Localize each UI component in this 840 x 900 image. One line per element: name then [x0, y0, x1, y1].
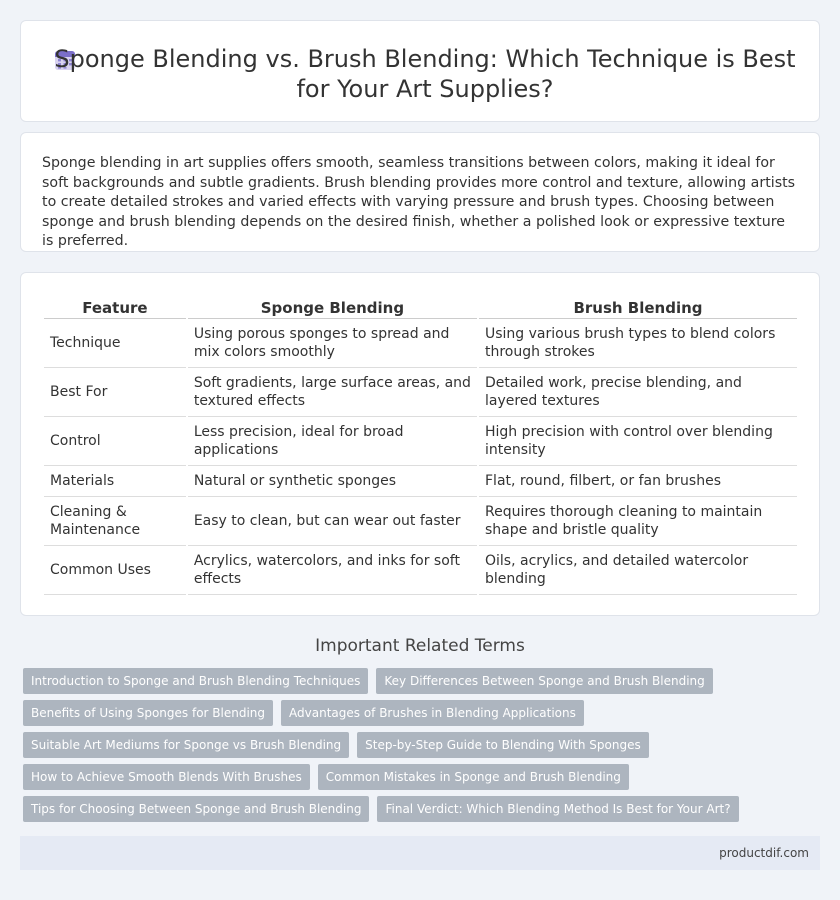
sponge-cell: Soft gradients, large surface areas, and textured effects: [188, 368, 477, 417]
brush-cell: Requires thorough cleaning to maintain shape and bristle quality: [479, 497, 797, 546]
table-header-row: [44, 295, 797, 319]
brush-cell: High precision with control over blending intensity: [479, 417, 797, 466]
footer-site-link[interactable]: productdif.com: [719, 846, 809, 860]
related-term-tag[interactable]: Suitable Art Mediums for Sponge vs Brush Blending: [23, 732, 349, 758]
related-terms-list: [23, 668, 823, 828]
related-term-tag[interactable]: Step-by-Step Guide to Blending With Sponges: [357, 732, 649, 758]
related-term-tag[interactable]: How to Achieve Smooth Blends With Brushes: [23, 764, 310, 790]
comparison-table: [42, 295, 799, 595]
feature-cell: Technique: [44, 319, 186, 368]
comparison-card: [20, 272, 820, 616]
related-term-tag[interactable]: Advantages of Brushes in Blending Applications: [281, 700, 584, 726]
sponge-cell: Easy to clean, but can wear out faster: [188, 497, 477, 546]
related-term-tag[interactable]: Key Differences Between Sponge and Brush Blending: [376, 668, 712, 694]
related-term-tag[interactable]: Benefits of Using Sponges for Blending: [23, 700, 273, 726]
feature-cell: Control: [44, 417, 186, 466]
intro-card: [20, 132, 820, 252]
page-title: Sponge Blending vs. Brush Blending: Which Technique is Best for Your Art Supplies?: [54, 45, 796, 103]
table-row: [44, 368, 797, 417]
table-row: [44, 417, 797, 466]
brush-cell: Detailed work, precise blending, and layered textures: [479, 368, 797, 417]
table-row: [44, 546, 797, 595]
sponge-cell: Natural or synthetic sponges: [188, 466, 477, 497]
sponge-cell: Acrylics, watercolors, and inks for soft effects: [188, 546, 477, 595]
footer-bar: [20, 836, 820, 870]
intro-paragraph: Sponge blending in art supplies offers smooth, seamless transitions between colors, making it ideal for soft backgrounds and subtle gradients. Brush blending provides more control and texture, allowing artists to create detailed strokes and varied effects with varying pressure and brush types. Choosing between sponge and brush blending depends on the desired finish, whether a polished look or expressive texture is preferred.: [42, 155, 796, 250]
sponge-cell: Using porous sponges to spread and mix colors smoothly: [188, 319, 477, 368]
related-term-tag[interactable]: Tips for Choosing Between Sponge and Brush Blending: [23, 796, 369, 822]
feature-cell: Cleaning & Maintenance: [44, 497, 186, 546]
related-term-tag[interactable]: Introduction to Sponge and Brush Blending Techniques: [23, 668, 368, 694]
header-feature: Feature: [44, 295, 186, 319]
brush-cell: Oils, acrylics, and detailed watercolor blending: [479, 546, 797, 595]
related-term-tag[interactable]: Final Verdict: Which Blending Method Is Best for Your Art?: [377, 796, 738, 822]
related-terms-title: Important Related Terms: [315, 636, 525, 656]
related-term-tag[interactable]: Common Mistakes in Sponge and Brush Blending: [318, 764, 629, 790]
brush-cell: Using various brush types to blend colors through strokes: [479, 319, 797, 368]
table-row: [44, 319, 797, 368]
header-sponge: Sponge Blending: [188, 295, 477, 319]
table-row: [44, 466, 797, 497]
header-brush: Brush Blending: [479, 295, 797, 319]
title-card: [20, 20, 820, 122]
feature-cell: Materials: [44, 466, 186, 497]
brush-cell: Flat, round, filbert, or fan brushes: [479, 466, 797, 497]
table-row: [44, 497, 797, 546]
feature-cell: Common Uses: [44, 546, 186, 595]
sponge-cell: Less precision, ideal for broad applications: [188, 417, 477, 466]
feature-cell: Best For: [44, 368, 186, 417]
